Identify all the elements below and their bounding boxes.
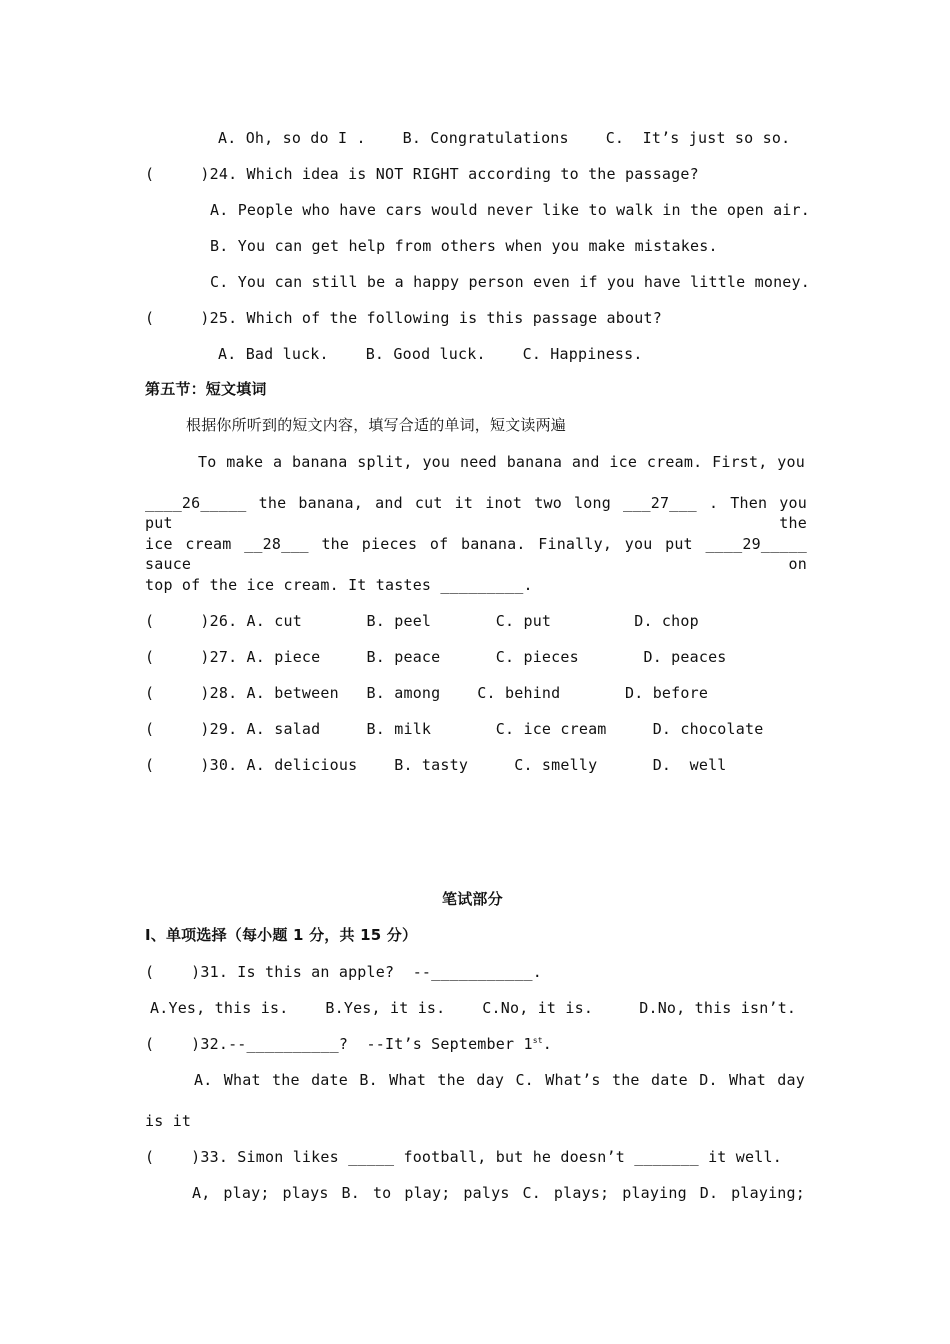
q24-option-b: B. You can get help from others when you make mistakes. (210, 237, 718, 255)
q32-options-line-1: A. What the date B. What the day C. What’s the date D. What day (194, 1071, 805, 1089)
q24-option-c: C. You can still be a happy person even if you have little money. (210, 273, 810, 291)
q30: ( )30. A. delicious B. tasty C. smelly D. well (145, 756, 727, 774)
q25-stem: ( )25. Which of the following is this passage about? (145, 309, 662, 327)
part1-title: I、单项选择（每小题 1 分，共 15 分） (145, 926, 418, 944)
written-section-title: 笔试部分 (442, 890, 503, 908)
passage-line-4: top of the ice cream. It tastes _________. (145, 576, 533, 594)
q31-stem: ( )31. Is this an apple? --___________. (145, 963, 542, 981)
q28: ( )28. A. between B. among C. behind D. before (145, 684, 709, 702)
q32-options-line-2: is it (145, 1112, 192, 1130)
passage-line-2: ____26_____ the banana, and cut it inot two long ___27___ . Then you put the (145, 494, 807, 532)
q32-superscript: st (532, 1036, 543, 1045)
q33-options: A, play; plays B. to play; palys C. plays; playing D. playing; (192, 1184, 805, 1202)
q27: ( )27. A. piece B. peace C. pieces D. peaces (145, 648, 727, 666)
q23-options: A. Oh, so do I . B. Congratulations C. It’s just so so. (218, 129, 791, 147)
section5-title: 第五节：短文填词 (145, 380, 267, 398)
q33-stem: ( )33. Simon likes _____ football, but he doesn’t _______ it well. (145, 1148, 782, 1166)
q32-stem-text: ( )32.--__________? --It’s September 1 (145, 1035, 533, 1053)
q24-option-a: A. People who have cars would never like to walk in the open air. (210, 201, 810, 219)
section5-instruction: 根据你所听到的短文内容，填写合适的单词，短文读两遍 (186, 416, 567, 434)
q31-options: A.Yes, this is. B.Yes, it is. C.No, it is. D.No, this isn’t. (150, 999, 797, 1017)
q26: ( )26. A. cut B. peel C. put D. chop (145, 612, 699, 630)
q32-stem-tail: . (542, 1035, 552, 1053)
passage-line-1: To make a banana split, you need banana and ice cream. First, you (198, 453, 805, 471)
q32-stem (145, 1034, 552, 1054)
q24-stem: ( )24. Which idea is NOT RIGHT according to the passage? (145, 165, 699, 183)
q25-options: A. Bad luck. B. Good luck. C. Happiness. (218, 345, 643, 363)
passage-line-3: ice cream __28___ the pieces of banana. Finally, you put ____29_____ sauce on (145, 535, 807, 573)
q29: ( )29. A. salad B. milk C. ice cream D. chocolate (145, 720, 764, 738)
